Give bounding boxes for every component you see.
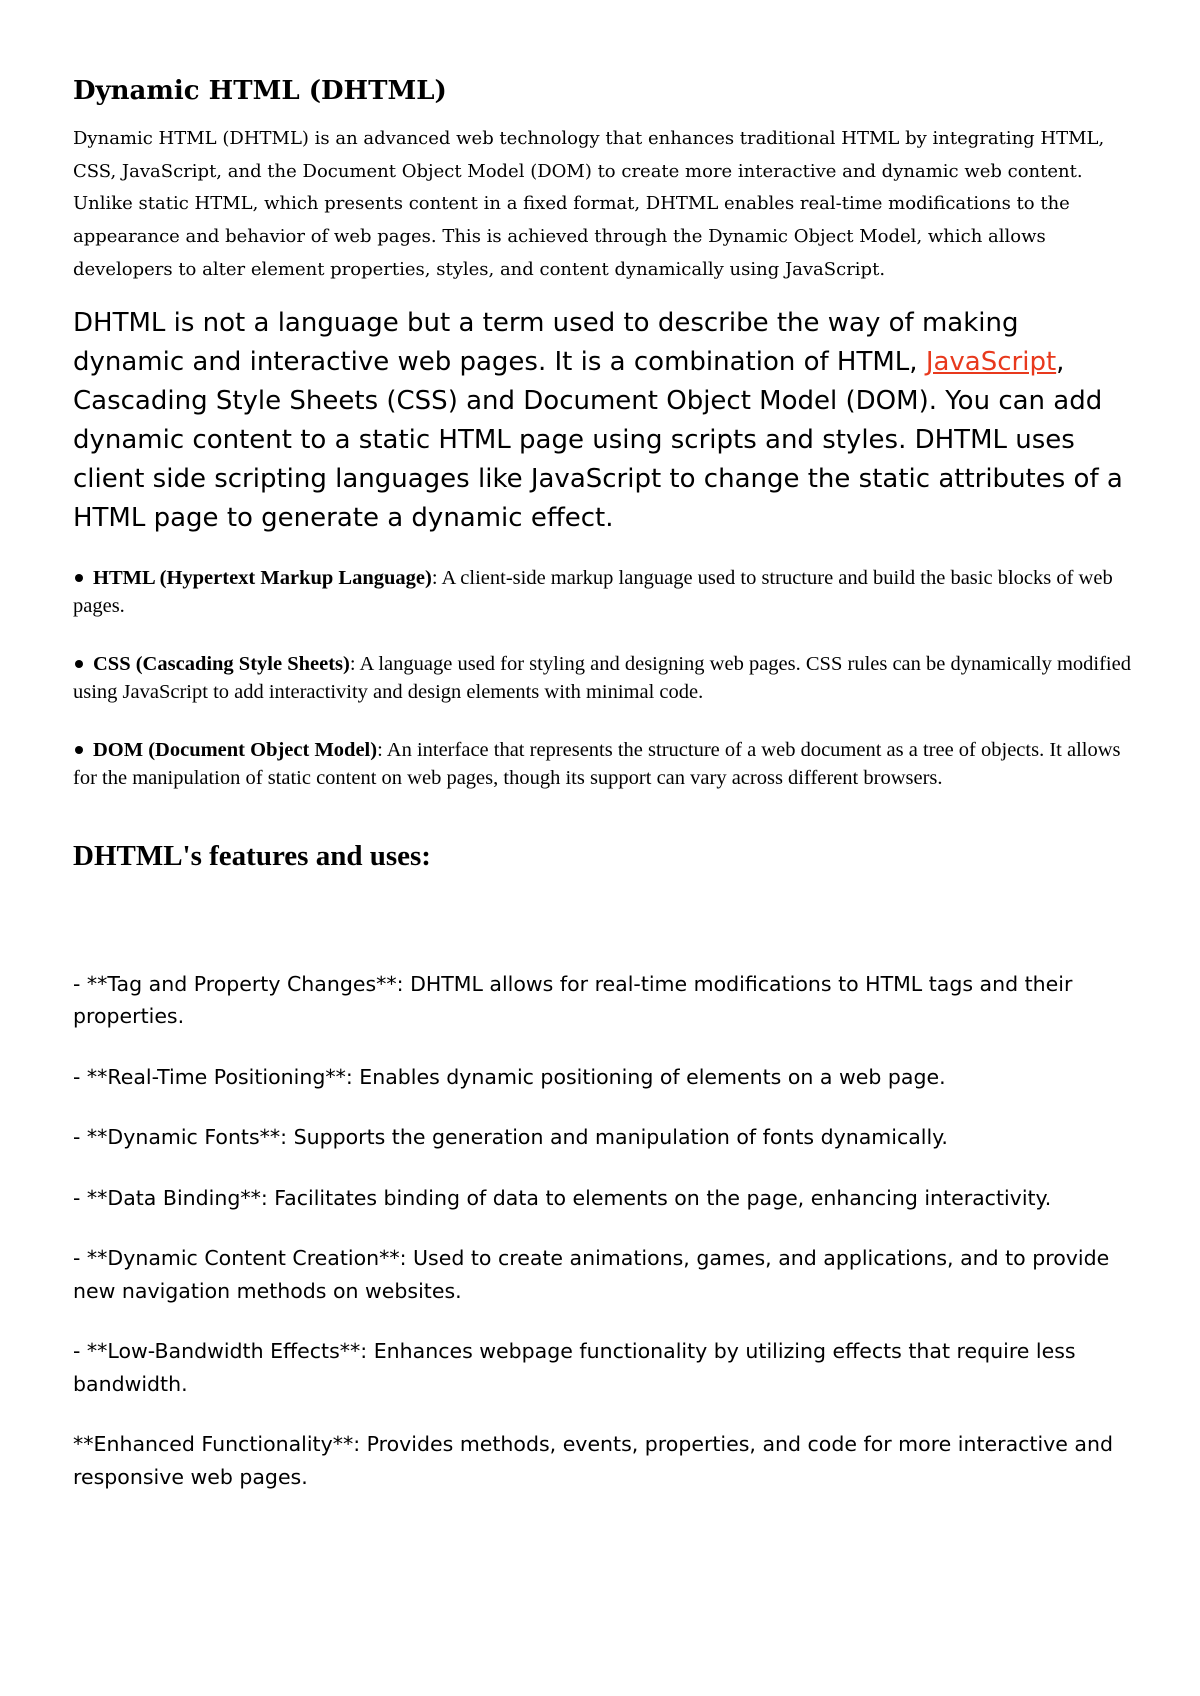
- feature-item: - **Low-Bandwidth Effects**: Enhances webpage functionality by utilizing effects that require less bandwidth.: [73, 1339, 1076, 1396]
- bullet-text: : A language used for styling and designing web pages. CSS rules can be dynamically modified using JavaScript to add interactivity and design elements with minimal code.: [73, 653, 1131, 704]
- bullet-term: CSS (Cascading Style Sheets): [93, 653, 350, 676]
- description-text-start: DHTML is not a language but a term used to describe the way of making dynamic and interactive web pages. It is a combination of HTML,: [73, 308, 1019, 378]
- features-list: [73, 968, 1133, 1494]
- bullet-item-dom: [73, 736, 1133, 792]
- bullet-dot-icon: [75, 574, 83, 582]
- intro-paragraph: Dynamic HTML (DHTML) is an advanced web technology that enhances traditional HTML by integrating HTML, CSS, JavaScript, and the Document Object Model (DOM) to create more interactive and dynamic web content. Unlike static HTML, which presents content in a fixed format, DHTML enables real-time modifications to the appearance and behavior of web pages. This is achieved through the Dynamic Object Model, which allows developers to alter element properties, styles, and content dynamically using JavaScript.: [73, 128, 1105, 280]
- feature-item: - **Real-Time Positioning**: Enables dynamic positioning of elements on a web page.: [73, 1064, 946, 1089]
- technology-bullet-list: [73, 564, 1133, 792]
- dhtml-description-paragraph: [73, 304, 1133, 538]
- bullet-dot-icon: [75, 660, 83, 668]
- bullet-dot-icon: [75, 746, 83, 754]
- bullet-term: HTML (Hypertext Markup Language): [93, 567, 432, 590]
- bullet-item-html: [73, 564, 1133, 620]
- feature-item: - **Dynamic Fonts**: Supports the generation and manipulation of fonts dynamically.: [73, 1125, 948, 1150]
- bullet-item-css: [73, 650, 1133, 706]
- feature-item: - **Data Binding**: Facilitates binding of data to elements on the page, enhancing interactivity.: [73, 1185, 1052, 1210]
- javascript-link[interactable]: JavaScript: [925, 347, 1057, 378]
- bullet-text: : An interface that represents the structure of a web document as a tree of objects. It allows for the manipulation of static content on web pages, though its support can vary across different browsers.: [73, 739, 1121, 790]
- bullet-term: DOM (Document Object Model): [93, 739, 378, 762]
- document-page: [73, 76, 1133, 1521]
- feature-item: - **Tag and Property Changes**: DHTML allows for real-time modifications to HTML tags and their properties.: [73, 971, 1073, 1029]
- feature-item: **Enhanced Functionality**: Provides methods, events, properties, and code for more interactive and responsive web pages.: [73, 1432, 1113, 1489]
- bullet-text: : A client-side markup language used to structure and build the basic blocks of web pages.: [73, 567, 1113, 618]
- page-title: Dynamic HTML (DHTML): [73, 76, 447, 106]
- feature-item: - **Dynamic Content Creation**: Used to create animations, games, and applications, and to provide new navigation methods on websites.: [73, 1246, 1110, 1303]
- features-heading: DHTML's features and uses:: [73, 840, 431, 873]
- description-text-end: , Cascading Style Sheets (CSS) and Document Object Model (DOM). You can add dynamic content to a static HTML page using scripts and styles. DHTML uses client side scripting languages like JavaScript to change the static attributes of a HTML page to generate a dynamic effect.: [73, 347, 1123, 534]
